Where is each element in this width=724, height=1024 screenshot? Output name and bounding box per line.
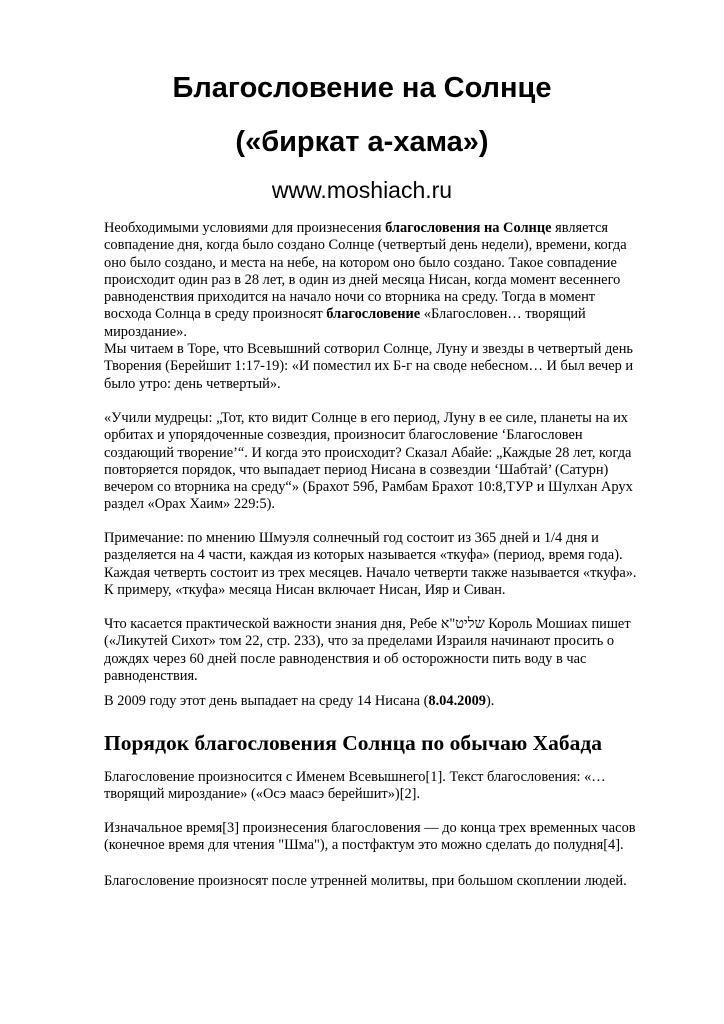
section-heading: Порядок благословения Солнца по обычаю Хабада (104, 731, 603, 755)
paragraph-conditions (104, 220, 644, 341)
paragraph-sages (104, 410, 644, 514)
paragraph-date (104, 693, 644, 710)
p5-text: Что касается практической важности знания дня, Ребе שליט"א Король Мошиах пишет («Ликутей Сихот» том 22, стр. 233), что за пределами Израиля начинают просить о дождях через 60 дней после равноденствия и об осторожности пить воду в час равноденствия. (104, 616, 631, 684)
paragraph-time (104, 820, 644, 855)
p9-text: Благословение произносят после утренней молитвы, при большом скоплении людей. (104, 873, 627, 889)
p7-text: Благословение произносится с Именем Всевышнего[1]. Текст благословения: «…творящий мироздание» («Осэ маасэ берейшит»)[2]. (104, 769, 606, 803)
paragraph-torah (104, 341, 644, 393)
p1-bold-blessing-sun: благословения на Солнце (385, 220, 552, 236)
p8-text: Изначальное время[3] произнесения благословения — до конца трех временных часов (конечное время для чтения "Шма"), а постфактум это можно сделать до полудня[4]. (104, 820, 636, 854)
title-line-1: Благословение на Солнце (172, 72, 552, 104)
p3-text: «Учили мудрецы: „Тот, кто видит Солнце в его период, Луну в ее силе, планеты на их орбитах и упорядоченные созвездия, произносит благословение ‘Благословен создающий творение’“. И когда это происходит? Сказал Абайе: „Каждые 28 лет, когда повторяется порядок, что выпадает период Нисана в созвездии ‘Шабтай’ (Сатурн) вечером со вторника на среду“» (Брахот 59б, Рамбам Брахот 10:8,ТУР и Шулхан Арух раздел «Орах Хаим» 229:5). (104, 410, 633, 513)
p1-text-c: является совпадение дня, когда было создано Солнце (четвертый день недели), времени, когда оно было создано, и места на небе, на котором оно было создано. Такое совпадение происходит один раз в 28 лет, в один из дней месяца Нисан, когда момент весеннего равноденствия приходится на начало ночи со вторника на среду. Тогда в момент восхода Солнца в среду произносят (104, 220, 627, 323)
website-address: www.moshiach.ru (271, 177, 453, 203)
p1-text-e: «Благословен… творящий мироздание». (104, 306, 586, 340)
paragraph-after-prayer (104, 873, 644, 890)
p6-text-c: ). (485, 693, 495, 709)
p4-text: Примечание: по мнению Шмуэля солнечный год состоит из 365 дней и 1/4 дня и разделяется на 4 части, каждая из которых называется «ткуфа» (период, время года). Каждая четверть состоит из трех месяцев. Начало четверти также называется «ткуфа». К примеру, «ткуфа» месяца Нисан включает Нисан, Ияр и Сиван. (104, 530, 637, 598)
paragraph-note (104, 530, 644, 599)
p1-bold-blessing: благословение (326, 306, 421, 323)
title-line-2: («биркат а-хама») (235, 126, 489, 158)
paragraph-blessing-text (104, 769, 644, 804)
p1-text-a: Необходимыми условиями для произнесения (104, 220, 386, 236)
p6-bold-date: 8.04.2009 (428, 693, 486, 709)
p6-text-a: В 2009 году этот день выпадает на среду 14 Нисана ( (104, 693, 429, 709)
paragraph-practical (104, 616, 644, 685)
p2-text: Мы читаем в Торе, что Всевышний сотворил Солнце, Луну и звезды в четвертый день Творения (Берейшит 1:17-19): «И поместил их Б-г на своде небесном… И был вечер и было утро: день четвертый». (104, 341, 634, 392)
